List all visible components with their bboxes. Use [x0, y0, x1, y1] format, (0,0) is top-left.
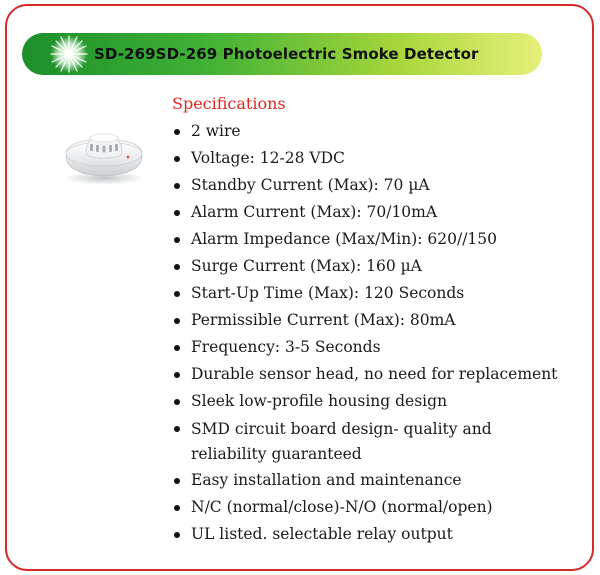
starburst-icon [50, 35, 88, 73]
list-item: 2 wire [172, 118, 572, 145]
list-item: Voltage: 12-28 VDC [172, 145, 572, 172]
list-item: Alarm Current (Max): 70/10mA [172, 199, 572, 226]
list-item: Frequency: 3-5 Seconds [172, 334, 572, 361]
list-item: Easy installation and maintenance [172, 467, 572, 494]
list-item: Sleek low-profile housing design [172, 388, 572, 415]
list-item: N/C (normal/close)-N/O (normal/open) [172, 494, 572, 521]
list-item: Standby Current (Max): 70 µA [172, 172, 572, 199]
smoke-detector-image [62, 124, 146, 186]
list-item: Permissible Current (Max): 80mA [172, 307, 572, 334]
specifications-heading: Specifications [172, 94, 286, 113]
list-item: SMD circuit board design- quality and reliability guaranteed [172, 415, 572, 467]
specifications-list [172, 118, 572, 548]
list-item: Start-Up Time (Max): 120 Seconds [172, 280, 572, 307]
page-title: SD-269SD-269 Photoelectric Smoke Detector [94, 45, 479, 63]
list-item: UL listed. selectable relay output [172, 521, 572, 548]
list-item: Surge Current (Max): 160 µA [172, 253, 572, 280]
list-item: Durable sensor head, no need for replacement [172, 361, 572, 388]
list-item: Alarm Impedance (Max/Min): 620//150 [172, 226, 572, 253]
title-bar [22, 33, 542, 75]
